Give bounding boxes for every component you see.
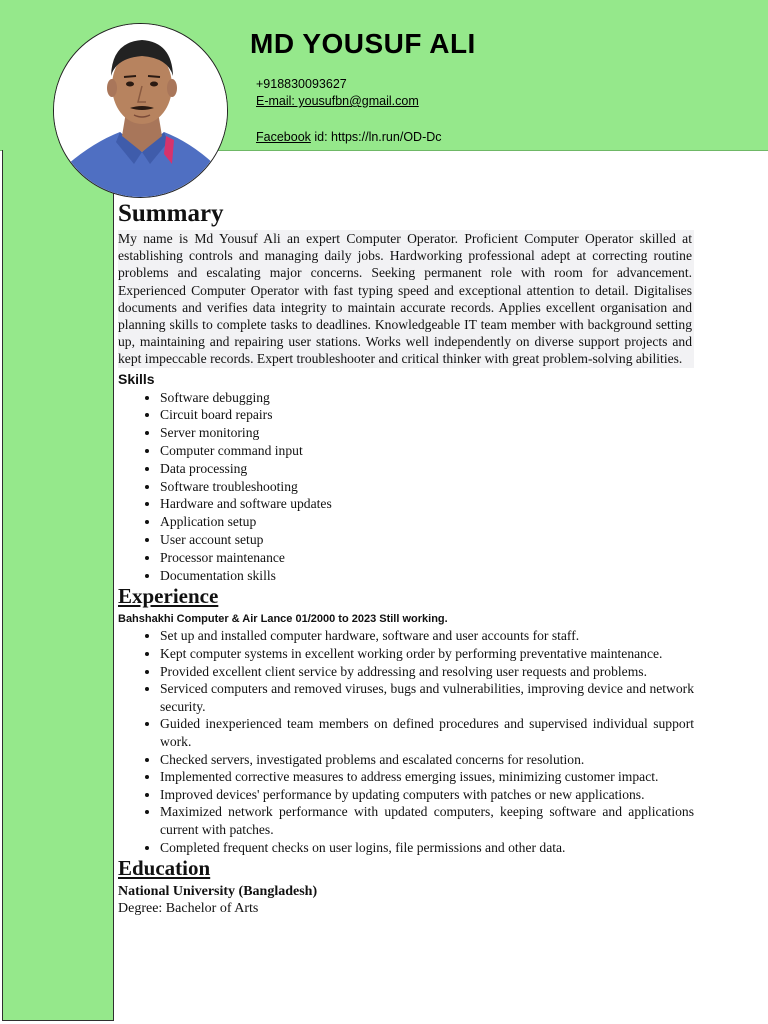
experience-item: • Completed frequent checks on user logins, file permissions and other data.: [160, 839, 694, 857]
facebook-id: id: https://ln.run/OD-Dc: [310, 130, 442, 144]
experience-item: • Implemented corrective measures to address emerging issues, minimizing customer impact.: [160, 768, 694, 786]
skill-item: • Application setup: [160, 513, 694, 531]
facebook-link[interactable]: Facebook: [256, 130, 311, 144]
experience-item: • Kept computer systems in excellent working order by performing preventative maintenance.: [160, 645, 694, 663]
phone-number: +918830093627: [256, 77, 347, 91]
skill-item: • Software debugging: [160, 389, 694, 407]
profile-photo-illustration: [54, 24, 228, 198]
facebook-contact: [256, 130, 442, 144]
skill-item: • Processor maintenance: [160, 549, 694, 567]
experience-item: • Maximized network performance with updated computers, keeping software and applications current with patches.: [160, 803, 694, 838]
experience-item: • Checked servers, investigated problems and escalated concerns for resolution.: [160, 751, 694, 769]
education-school: National University (Bangladesh): [118, 884, 318, 900]
skills-list: [118, 389, 694, 585]
skill-item: • Hardware and software updates: [160, 495, 694, 513]
skill-item: • Circuit board repairs: [160, 406, 694, 424]
email-link[interactable]: E-mail: yousufbn@gmail.com: [256, 94, 419, 108]
left-sidebar-bar: [2, 150, 114, 1021]
experience-item: • Guided inexperienced team members on defined procedures and supervised individual support work.: [160, 715, 694, 750]
experience-item: • Provided excellent client service by addressing and resolving user requests and problems.: [160, 663, 694, 681]
skill-item: • Data processing: [160, 460, 694, 478]
skill-item: • Documentation skills: [160, 567, 694, 585]
experience-list: [118, 627, 694, 856]
skills-heading: Skills: [118, 370, 155, 387]
education-degree: Degree: Bachelor of Arts: [118, 901, 259, 917]
experience-heading: Experience: [118, 584, 219, 609]
summary-heading: Summary: [118, 200, 224, 227]
skill-item: • User account setup: [160, 531, 694, 549]
experience-item: • Improved devices' performance by updating computers with patches or new applications.: [160, 786, 694, 804]
profile-photo: [53, 23, 228, 198]
skill-item: • Software troubleshooting: [160, 478, 694, 496]
summary-text: My name is Md Yousuf Ali an expert Computer Operator. Proficient Computer Operator skilled at establishing controls and managing daily jobs. Hardworking professional adept at correcting routine problems and escalating major concerns. Seeking permanent role with room for advancement. Experienced Computer Operator with fast typing speed and exceptional attention to detail. Digitalises documents and verifies data integrity to maintain accurate records. Applies excellent organisation and planning skills to complete tasks to deadlines. Knowledgeable IT team member with background setting up, maintaining and repairing user stations. Works well independently on diverse support projects and kept impeccable records. Expert troubleshooter and critical thinker with great problem-solving abilities.: [118, 231, 692, 367]
resume-body: [118, 198, 694, 917]
job-title: Bahshakhi Computer & Air Lance 01/2000 to 2023 Still working.: [118, 613, 448, 626]
education-heading: Education: [118, 856, 211, 881]
skill-item: • Server monitoring: [160, 424, 694, 442]
candidate-name: MD YOUSUF ALI: [250, 28, 476, 59]
experience-item: • Serviced computers and removed viruses, bugs and vulnerabilities, improving device and network security.: [160, 680, 694, 715]
experience-item: • Set up and installed computer hardware, software and user accounts for staff.: [160, 627, 694, 645]
skill-item: • Computer command input: [160, 442, 694, 460]
